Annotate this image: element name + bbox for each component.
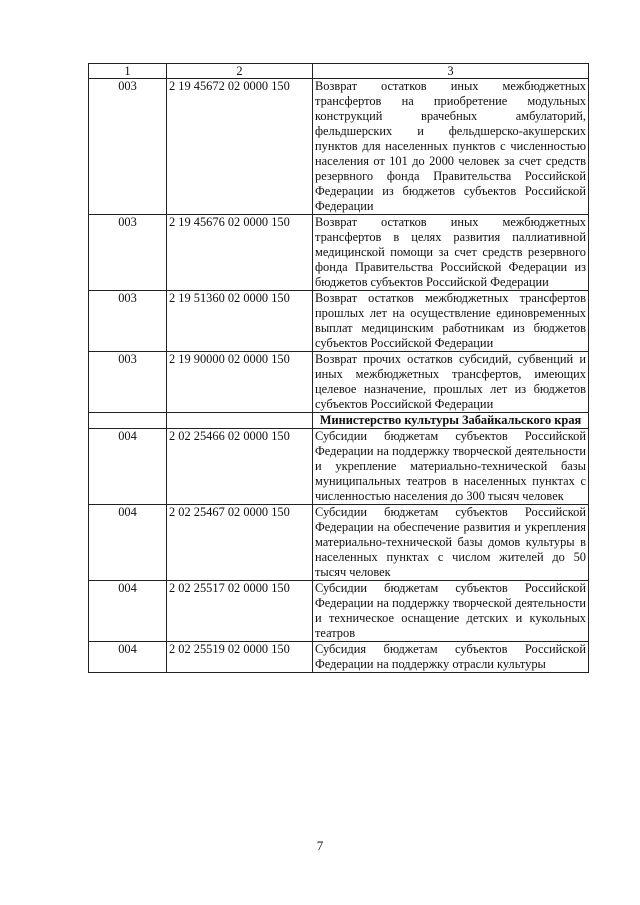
page-number: 7 — [316, 838, 324, 853]
budget-classification-code-cell: 2 02 25466 02 0000 150 — [167, 429, 313, 505]
section-header-row — [89, 413, 589, 429]
admin-code-cell: 004 — [89, 581, 167, 642]
description-cell: Возврат остатков межбюджетных трансфертов прошлых лет на осуществление единовременных выплат медицинским работникам из бюджетов субъектов Российской Федерации — [313, 291, 589, 352]
description-cell: Субсидии бюджетам субъектов Российской Федерации на поддержку творческой деятельности и техническое оснащение детских и кукольных театров — [313, 581, 589, 642]
table-row — [89, 642, 589, 673]
description-cell: Возврат остатков иных межбюджетных трансфертов на приобретение модульных конструкций врачебных амбулаторий, фельдшерских и фельдшерско-акушерских пунктов для населенных пунктов с численностью населения от 101 до 2000 человек за счет средств резервного фонда Правительства Российской Федерации из бюджетов субъектов Российской Федерации — [313, 79, 589, 215]
budget-classification-code-cell: 2 02 25517 02 0000 150 — [167, 581, 313, 642]
admin-code-cell: 003 — [89, 352, 167, 413]
budget-classification-code-cell: 2 19 45672 02 0000 150 — [167, 79, 313, 215]
table-row — [89, 291, 589, 352]
section-title: Министерство культуры Забайкальского края — [313, 413, 589, 429]
budget-classification-code-cell: 2 19 45676 02 0000 150 — [167, 215, 313, 291]
column-number-1: 1 — [89, 64, 167, 79]
column-number-2: 2 — [167, 64, 313, 79]
description-cell: Субсидии бюджетам субъектов Российской Федерации на поддержку творческой деятельности и укрепление материально-технической базы муниципальных театров в населенных пунктах с численностью населения до 300 тысяч человек — [313, 429, 589, 505]
description-cell: Субсидия бюджетам субъектов Российской Федерации на поддержку отрасли культуры — [313, 642, 589, 673]
description-cell: Субсидии бюджетам субъектов Российской Федерации на обеспечение развития и укрепления материально-технической базы домов культуры в населенных пунктах с числом жителей до 50 тысяч человек — [313, 505, 589, 581]
column-number-3: 3 — [313, 64, 589, 79]
description-cell: Возврат прочих остатков субсидий, субвенций и иных межбюджетных трансфертов, имеющих целевое назначение, прошлых лет из бюджетов субъектов Российской Федерации — [313, 352, 589, 413]
admin-code-cell: 004 — [89, 505, 167, 581]
table-row — [89, 581, 589, 642]
column-number-row — [89, 64, 589, 79]
empty-cell — [167, 413, 313, 429]
admin-code-cell: 003 — [89, 291, 167, 352]
admin-code-cell: 003 — [89, 215, 167, 291]
admin-code-cell: 004 — [89, 642, 167, 673]
admin-code-cell: 004 — [89, 429, 167, 505]
table-row — [89, 505, 589, 581]
table-row — [89, 79, 589, 215]
table-row — [89, 352, 589, 413]
admin-code-cell: 003 — [89, 79, 167, 215]
budget-classification-code-cell: 2 02 25467 02 0000 150 — [167, 505, 313, 581]
table-row — [89, 215, 589, 291]
empty-cell — [89, 413, 167, 429]
budget-classification-code-cell: 2 19 90000 02 0000 150 — [167, 352, 313, 413]
table-row — [89, 429, 589, 505]
description-cell: Возврат остатков иных межбюджетных трансфертов в целях развития паллиативной медицинской помощи за счет средств резервного фонда Правительства Российской Федерации из бюджетов субъектов Российской Федерации — [313, 215, 589, 291]
budget-classification-code-cell: 2 19 51360 02 0000 150 — [167, 291, 313, 352]
budget-codes-table — [88, 63, 589, 673]
budget-classification-code-cell: 2 02 25519 02 0000 150 — [167, 642, 313, 673]
